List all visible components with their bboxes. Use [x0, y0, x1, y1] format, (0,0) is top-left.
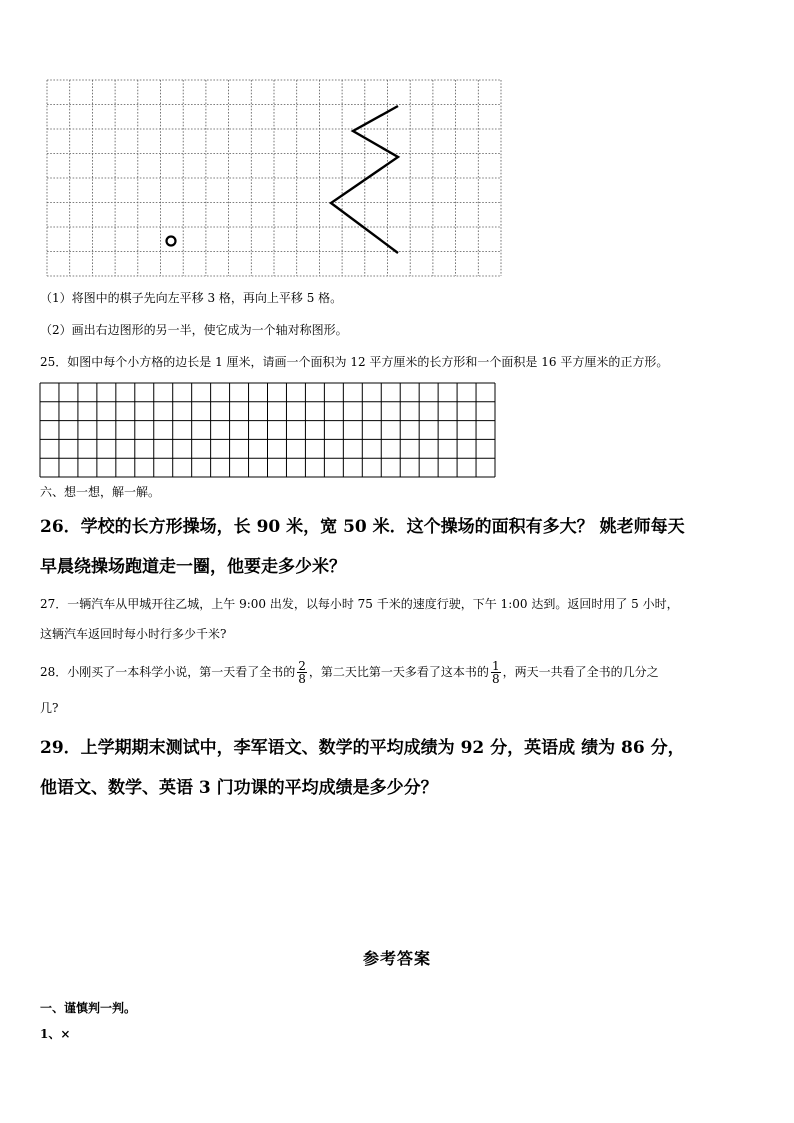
question-28-text-b: ，第二天比第一天多看了这本书的 — [308, 665, 489, 679]
fraction-denominator: 8 — [491, 672, 500, 686]
answer-1: 1、× — [40, 1027, 71, 1041]
question-27-line-1: 27．一辆汽车从甲城开往乙城，上午 9:00 出发，以每小时 75 千米的速度行驶，下午 1:00 达到。返回时用了 5 小时， — [40, 597, 679, 611]
question-28-line-2: 几? — [40, 701, 59, 715]
question-24-part-1: （1）将图中的棋子先向左平移 3 格，再向上平移 5 格。 — [40, 291, 343, 305]
fraction-numerator: 1 — [491, 659, 500, 673]
question-24-part-2: （2）画出右边图形的另一半，使它成为一个轴对称图形。 — [40, 323, 348, 337]
question-28-text-c: ，两天一共看了全书的几分之 — [502, 665, 659, 679]
answers-title: 参考答案 — [362, 949, 431, 968]
fraction-one-eighth — [491, 660, 501, 685]
translation-grid-figure — [46, 79, 502, 277]
drawing-grid — [39, 382, 496, 478]
question-29-line-2: 他语文、数学、英语 3 门功课的平均成绩是多少分？ — [40, 778, 438, 798]
chess-piece — [167, 237, 176, 246]
section-6-title: 六、想一想，解一解。 — [40, 485, 161, 499]
fraction-two-eighths — [297, 660, 307, 685]
grid-lines — [47, 80, 501, 276]
question-26-line-2: 早晨绕操场跑道走一圈，他要走多少米？ — [40, 557, 346, 577]
question-26-line-1: 26．学校的长方形操场，长 90 米，宽 50 米．这个操场的面积有多大？ 姚老师每天 — [40, 517, 685, 537]
fraction-denominator: 8 — [298, 672, 306, 686]
question-28-line-1 — [40, 654, 659, 690]
question-28-text-a: 28．小刚买了一本科学小说，第一天看了全书的 — [40, 665, 296, 679]
fraction-numerator: 2 — [298, 659, 306, 673]
grid-lines — [40, 383, 495, 477]
question-25: 25．如图中每个小方格的边长是 1 厘米，请画一个面积为 12 平方厘米的长方形和一个面积是 16 平方厘米的正方形。 — [40, 355, 669, 369]
question-29-line-1: 29．上学期期末测试中，李军语文、数学的平均成绩为 92 分，英语成 绩为 86 分， — [40, 738, 685, 758]
question-27-line-2: 这辆汽车返回时每小时行多少千米? — [40, 627, 227, 641]
answers-section-1: 一、谨慎判一判。 — [40, 1001, 137, 1015]
